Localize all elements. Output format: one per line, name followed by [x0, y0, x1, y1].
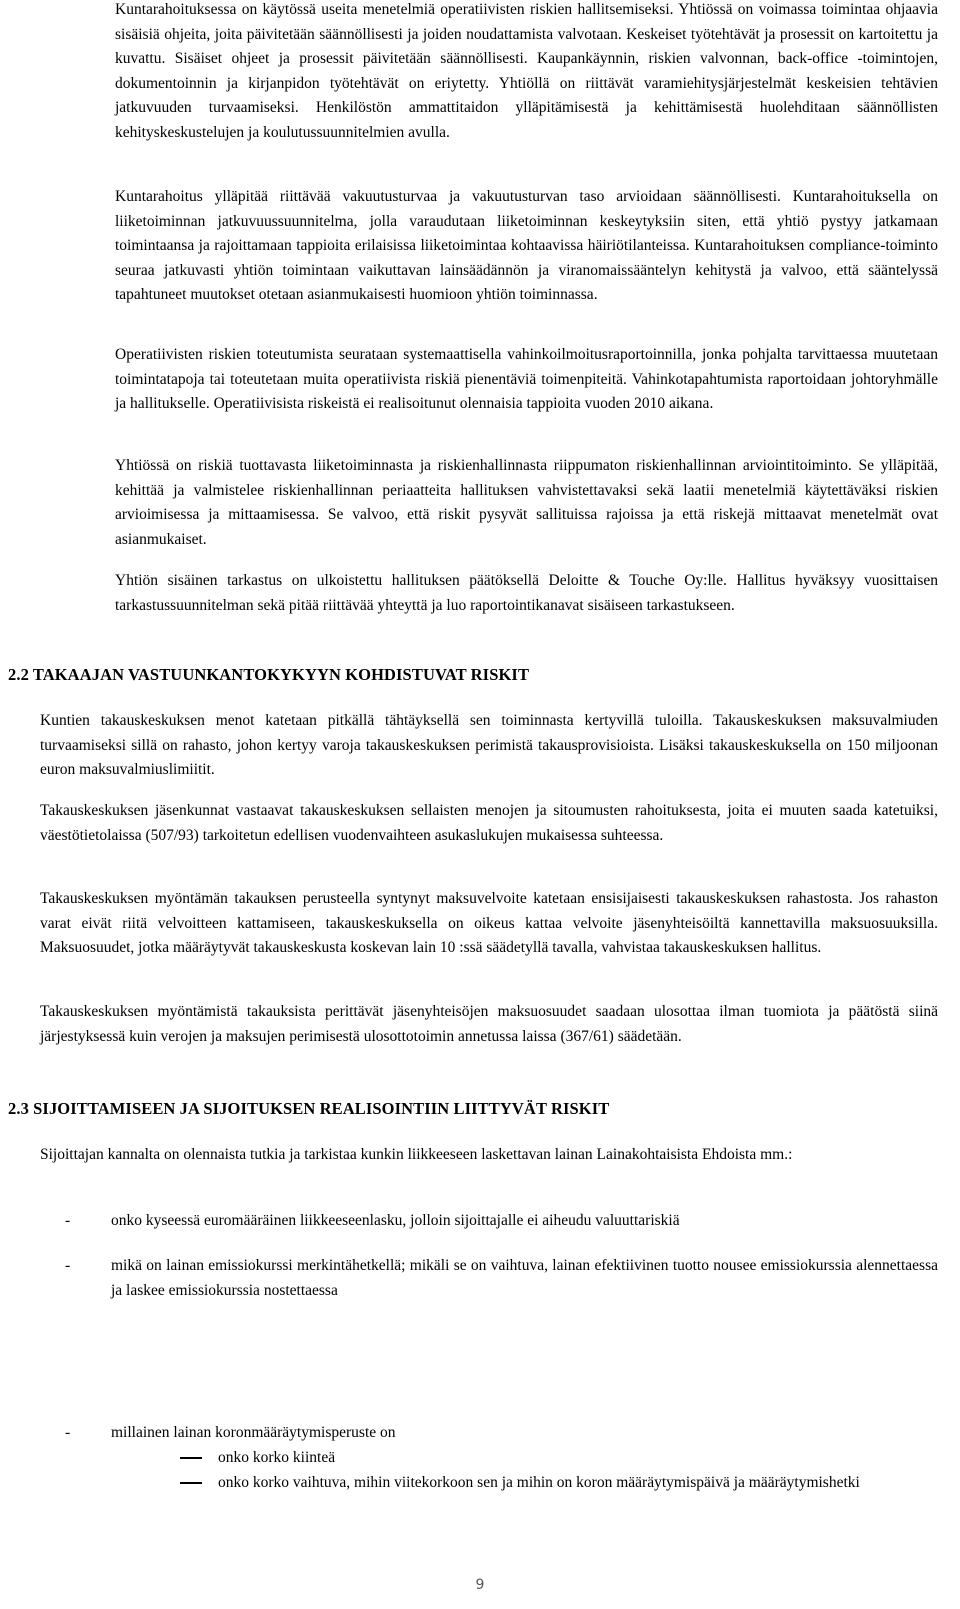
- section-heading-2-3: 2.3 SIJOITTAMISEEN JA SIJOITUKSEN REALISOINTIIN LIITTYVÄT RISKIT: [8, 1099, 610, 1118]
- paragraph-investor-intro: Sijoittajan kannalta on olennaista tutkia ja tarkistaa kunkin liikkeeseen laskettavan lainan Lainakohtaisista Ehdoista mm.:: [40, 1146, 793, 1163]
- paragraph-risk-assessment-function: Yhtiössä on riskiä tuottavasta liiketoiminnasta ja riskienhallinnasta riippumaton riskienhallinnan arviointitoiminto. Se ylläpitää, kehittää ja valmistelee riskienhallinnan periaatteita hallituksen vahvistettavaksi sekä laatii menetelmiä käytettäväksi riskien arvioimisessa ja mittaamisessa. Se valvoo, että riskit pysyvät sallituissa rajoissa ja että riskejä mittaavat menetelmät ovat asianmukaiset.: [115, 457, 938, 548]
- dash-marker: [180, 1457, 202, 1459]
- paragraph-enforcement: Takauskeskuksen myöntämistä takauksista perittävät jäsenyhteisöjen maksuosuudet saadaan ulosottaa ilman tuomiota ja päätöstä siinä järjestyksessä kuin verojen ja maksujen perimisestä ulosottotoimin annetussa laissa (367/61) säädetään.: [40, 1003, 938, 1045]
- paragraph-loss-reporting: Operatiivisten riskien toteutumista seurataan systemaattisella vahinkoilmoitusraportoinnilla, jonka pohjalta tarvittaessa muutetaan toimintatapoja tai toteutetaan muita operatiivista riskiä pienentäviä toimenpiteitä. Vahinkotapahtumista raportoidaan johtoryhmälle ja hallitukselle. Operatiivisista riskeistä ei realisoitunut olennaisia tappioita vuoden 2010 aikana.: [115, 346, 938, 412]
- paragraph-insurance-continuity: Kuntarahoitus ylläpitää riittävää vakuutusturvaa ja vakuutusturvan taso arvioidaan säännöllisesti. Kuntarahoituksella on liiketoiminnan jatkuvuussuunnitelma, jolla varaudutaan liiketoiminnan keskeytyksiin siten, että yhtiö pystyy jatkamaan toimintaansa ja rajoittamaan tappioita erilaisissa liiketoimintaa kohtaavissa häiriötilanteissa. Kuntarahoituksen compliance-toiminto seuraa jatkuvasti yhtiön toimintaan vaikuttavan lainsäädännön ja viranomaissääntelyn kehitystä ja valvoo, että sääntelyssä tapahtuneet muutokset otetaan asianmukaisesti huomioon yhtiön toiminnassa.: [115, 188, 938, 303]
- paragraph-guarantee-costs: Kuntien takauskeskuksen menot katetaan pitkällä tähtäyksellä sen toiminnasta kertyvillä tuloilla. Takauskeskuksen maksuvalmiuden turvaamiseksi sillä on rahasto, johon kertyy varoja takauskeskuksen perimistä takausprovisioista. Lisäksi takauskeskuksella on 150 miljoonan euron maksuvalmiuslimiitit.: [40, 712, 938, 778]
- dash-marker: [180, 1482, 202, 1484]
- section-heading-2-2: 2.2 TAKAAJAN VASTUUNKANTOKYKYYN KOHDISTUVAT RISKIT: [8, 665, 530, 684]
- paragraph-operational-risk-methods: Kuntarahoituksessa on käytössä useita menetelmiä operatiivisten riskien hallitsemiseksi. Yhtiössä on voimassa toimintaa ohjaavia sisäisiä ohjeita, joita päivitetään säännöllisesti ja joiden noudattamista valvotaan. Keskeiset työtehtävät ja prosessit on kartoitettu ja kuvattu. Sisäiset ohjeet ja prosessit päivitetään säännöllisesti. Kaupankäynnin, riskien valvonnan, back-office -toimintojen, dokumentoinnin ja kirjanpidon työtehtävät on eriytetty. Yhtiöllä on riittävät varamiehitysjärjestelmät keskeisien tehtävien jatkuvuuden turvaamiseksi. Henkilöstön ammattitaidon ylläpitämisestä ja kehittämisestä huolehditaan säännöllisten kehityskeskustelujen ja koulutussuunnitelmien avulla.: [115, 1, 938, 141]
- paragraph-payment-obligation: Takauskeskuksen myöntämän takauksen perusteella syntynyt maksuvelvoite katetaan ensisijaisesti takauskeskuksen rahastosta. Jos rahaston varat eivät riitä velvoitteen kattamiseen, takauskeskuksella on oikeus kattaa velvoite jäsenyhteisöiltä kannettavilla maksuosuuksilla. Maksuosuudet, jotka määräytyvät takauskeskusta koskevan lain 10 :ssä säädetyllä tavalla, vahvistaa takauskeskuksen hallitus.: [40, 890, 938, 956]
- paragraph-internal-audit: Yhtiön sisäinen tarkastus on ulkoistettu hallituksen päätöksellä Deloitte & Touche Oy:lle. Hallitus hyväksyy vuosittaisen tarkastussuunnitelman sekä pitää riittävää yhteyttä ja luo raportointikanavat sisäiseen tarkastukseen.: [115, 572, 938, 614]
- page-number: 9: [475, 1577, 485, 1593]
- document-page: Kuntarahoituksessa on käytössä useita menetelmiä operatiivisten riskien hallitsemiseksi. Yhtiössä on voimassa toimintaa ohjaavia sisäisiä ohjeita, joita päivitetään säännöllisesti ja joiden noudattamista valvotaan. Keskeiset työtehtävät ja prosessit on kartoitettu ja kuvattu. Sisäiset ohjeet ja prosessit päivitetään säännöllisesti. Kaupankäynnin, riskien valvonnan, back-office -toimintojen, dokumentoinnin ja kirjanpidon työtehtävät on eriytetty. Yhtiöllä on riittävät varamiehitysjärjestelmät keskeisien tehtävien jatkuvuuden turvaamiseksi. Henkilöstön ammattitaidon ylläpitämisestä ja kehittämisestä huolehditaan säännöllisten kehityskeskustelujen ja koulutussuunnitelmien avulla. Kuntarahoitus ylläpitää riittävää vakuutusturvaa ja vakuutusturvan taso arvioidaan säännöllisesti. Kuntarahoituksella on liiketoiminnan jatkuvuussuunnitelma, jolla varaudutaan liiketoiminnan keskeytyksiin siten, että yhtiö pystyy jatkamaan toimintaansa ja rajoittamaan tappioita erilaisissa liiketoimintaa kohtaavissa häiriötilanteissa. Kuntarahoituksen compliance-toiminto seuraa jatkuvasti yhtiön toimintaan vaikuttavan lainsäädännön ja viranomaissääntelyn kehitystä ja valvoo, että sääntelyssä tapahtuneet muutokset otetaan asianmukaisesti huomioon yhtiön toiminnassa. Operatiivisten riskien toteutumista seurataan systemaattisella vahinkoilmoitusraportoinnilla, jonka pohjalta tarvittaessa muutetaan toimintatapoja tai toteutetaan muita operatiivista riskiä pienentäviä toimenpiteitä. Vahinkotapahtumista raportoidaan johtoryhmälle ja hallitukselle. Operatiivisista riskeistä ei realisoitunut olennaisia tappioita vuoden 2010 aikana. Yhtiössä on riskiä tuottavasta liiketoiminnasta ja riskienhallinnasta riippumaton riskienhallinnan arviointitoiminto. Se ylläpitää, kehittää ja valmistelee riskienhallinnan periaatteita hallituksen vahvistettavaksi sekä laatii menetelmiä käytettäväksi riskien arvioimisessa ja mittaamisessa. Se valvoo, että riskit pysyvät sallituissa rajoissa ja että riskejä mittaavat menetelmät ovat asianmukaiset. Yhtiön sisäinen tarkastus on ulkoistettu hallituksen päätöksellä Deloitte & Touche Oy:lle. Hallitus hyväksyy vuosittaisen tarkastussuunnitelman sekä pitää riittävää yhteyttä ja luo raportointikanavat sisäiseen tarkastukseen. 2.2 TAKAAJAN VASTUUNKANTOKYKYYN KOHDISTUVAT RISKIT Kuntien takauskeskuksen menot katetaan pitkällä tähtäyksellä sen toiminnasta kertyvillä tuloilla. Takauskeskuksen maksuvalmiuden turvaamiseksi sillä on rahasto, johon kertyy varoja takauskeskuksen perimistä takausprovisioista. Lisäksi takauskeskuksella on 150 miljoonan euron maksuvalmiuslimiitit. Takauskeskuksen jäsenkunnat vastaavat takauskeskuksen sellaisten menojen ja sitoumusten rahoituksesta, joita ei muuten saada katetuiksi, väestötietolaissa (507/93) tarkoitetun edellisen vuodenvaihteen asukaslukujen mukaisessa suhteessa. Takauskeskuksen myöntämän takauksen perusteella syntynyt maksuvelvoite katetaan ensisijaisesti takauskeskuksen rahastosta. Jos rahaston varat eivät riitä velvoitteen kattamiseen, takauskeskuksella on oikeus kattaa velvoite jäsenyhteisöiltä kannettavilla maksuosuuksilla. Maksuosuudet, jotka määräytyvät takauskeskusta koskevan lain 10 :ssä säädetyllä tavalla, vahvistaa takauskeskuksen hallitus. Takauskeskuksen myöntämistä takauksista perittävät jäsenyhteisöjen maksuosuudet saadaan ulosottaa ilman tuomiota ja päätöstä siinä järjestyksessä kuin verojen ja maksujen perimisestä ulosottotoimin annetussa laissa (367/61) säädetään. 2.3 SIJOITTAMISEEN JA SIJOITUKSEN REALISOINTIIN LIITTYVÄT RISKIT Sijoittajan kannalta on olennaista tutkia ja tarkistaa kunkin liikkeeseen laskettavan lainan Lainakohtaisista Ehdoista mm.: - onko kyseessä euromääräinen liikkeeseenlasku, jolloin sijoittajalle ei aiheudu valuuttariskiä - mikä on lainan emissiokurssi merkintähetkellä; mikäli se on vaihtuva, lainan efektiivinen tuotto nousee emissiokurssia alennettaessa ja laskee emissiokurssia nostettaessa - millainen lainan koronmääräytymisperuste on onko korko kiinteä onko korko vaihtuva, mihin viitekorkoon sen ja mihin on koron määräytymispäivä ja määräytymishetki 9: [0, 0, 960, 1609]
- paragraph-member-municipalities: Takauskeskuksen jäsenkunnat vastaavat takauskeskuksen sellaisten menojen ja sitoumusten rahoituksesta, joita ei muuten saada katetuiksi, väestötietolaissa (507/93) tarkoitetun edellisen vuodenvaihteen asukaslukujen mukaisessa suhteessa.: [40, 802, 938, 844]
